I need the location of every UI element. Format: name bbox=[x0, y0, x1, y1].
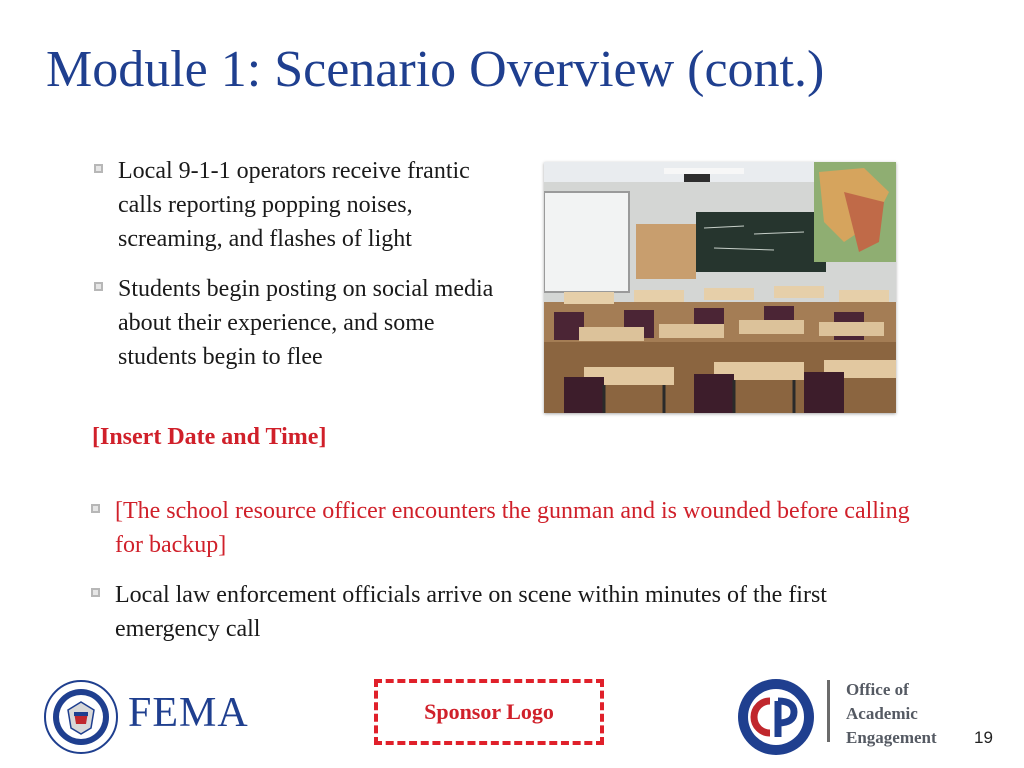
square-bullet-icon bbox=[91, 588, 100, 597]
classroom-photo bbox=[544, 162, 896, 413]
bullet-item bbox=[89, 494, 919, 562]
bullet-text: Local law enforcement officials arrive on scene within minutes of the first emergency call bbox=[115, 582, 827, 642]
bullet-item bbox=[92, 154, 502, 256]
bullet-item bbox=[89, 578, 919, 646]
date-time-placeholder: [Insert Date and Time] bbox=[92, 424, 327, 450]
sponsor-logo-placeholder bbox=[374, 679, 604, 745]
slide-title: Module 1: Scenario Overview (cont.) bbox=[46, 41, 825, 98]
top-bullet-list bbox=[92, 154, 502, 390]
bottom-bullet-list bbox=[89, 494, 919, 662]
sponsor-logo-label: Sponsor Logo bbox=[424, 699, 554, 724]
bullet-item bbox=[92, 272, 502, 374]
office-line: Engagement bbox=[846, 728, 937, 747]
office-line: Office of bbox=[846, 680, 909, 699]
footer-divider bbox=[827, 680, 830, 742]
square-bullet-icon bbox=[94, 164, 103, 173]
square-bullet-icon bbox=[91, 504, 100, 513]
bullet-text: Local 9-1-1 operators receive frantic calls reporting popping noises, screaming, and flashes of light bbox=[118, 158, 470, 252]
dhs-seal-icon bbox=[44, 680, 118, 754]
square-bullet-icon bbox=[94, 282, 103, 291]
office-of-academic-engagement-label bbox=[846, 678, 937, 750]
bullet-text: [The school resource officer encounters the gunman and is wounded before calling for backup] bbox=[115, 498, 910, 558]
bullet-text: Students begin posting on social media about their experience, and some students begin to flee bbox=[118, 276, 494, 370]
office-line: Academic bbox=[846, 704, 918, 723]
center-for-homeland-defense-logo bbox=[736, 677, 816, 757]
page-number: 19 bbox=[974, 728, 993, 747]
fema-wordmark: FEMA bbox=[128, 690, 249, 736]
